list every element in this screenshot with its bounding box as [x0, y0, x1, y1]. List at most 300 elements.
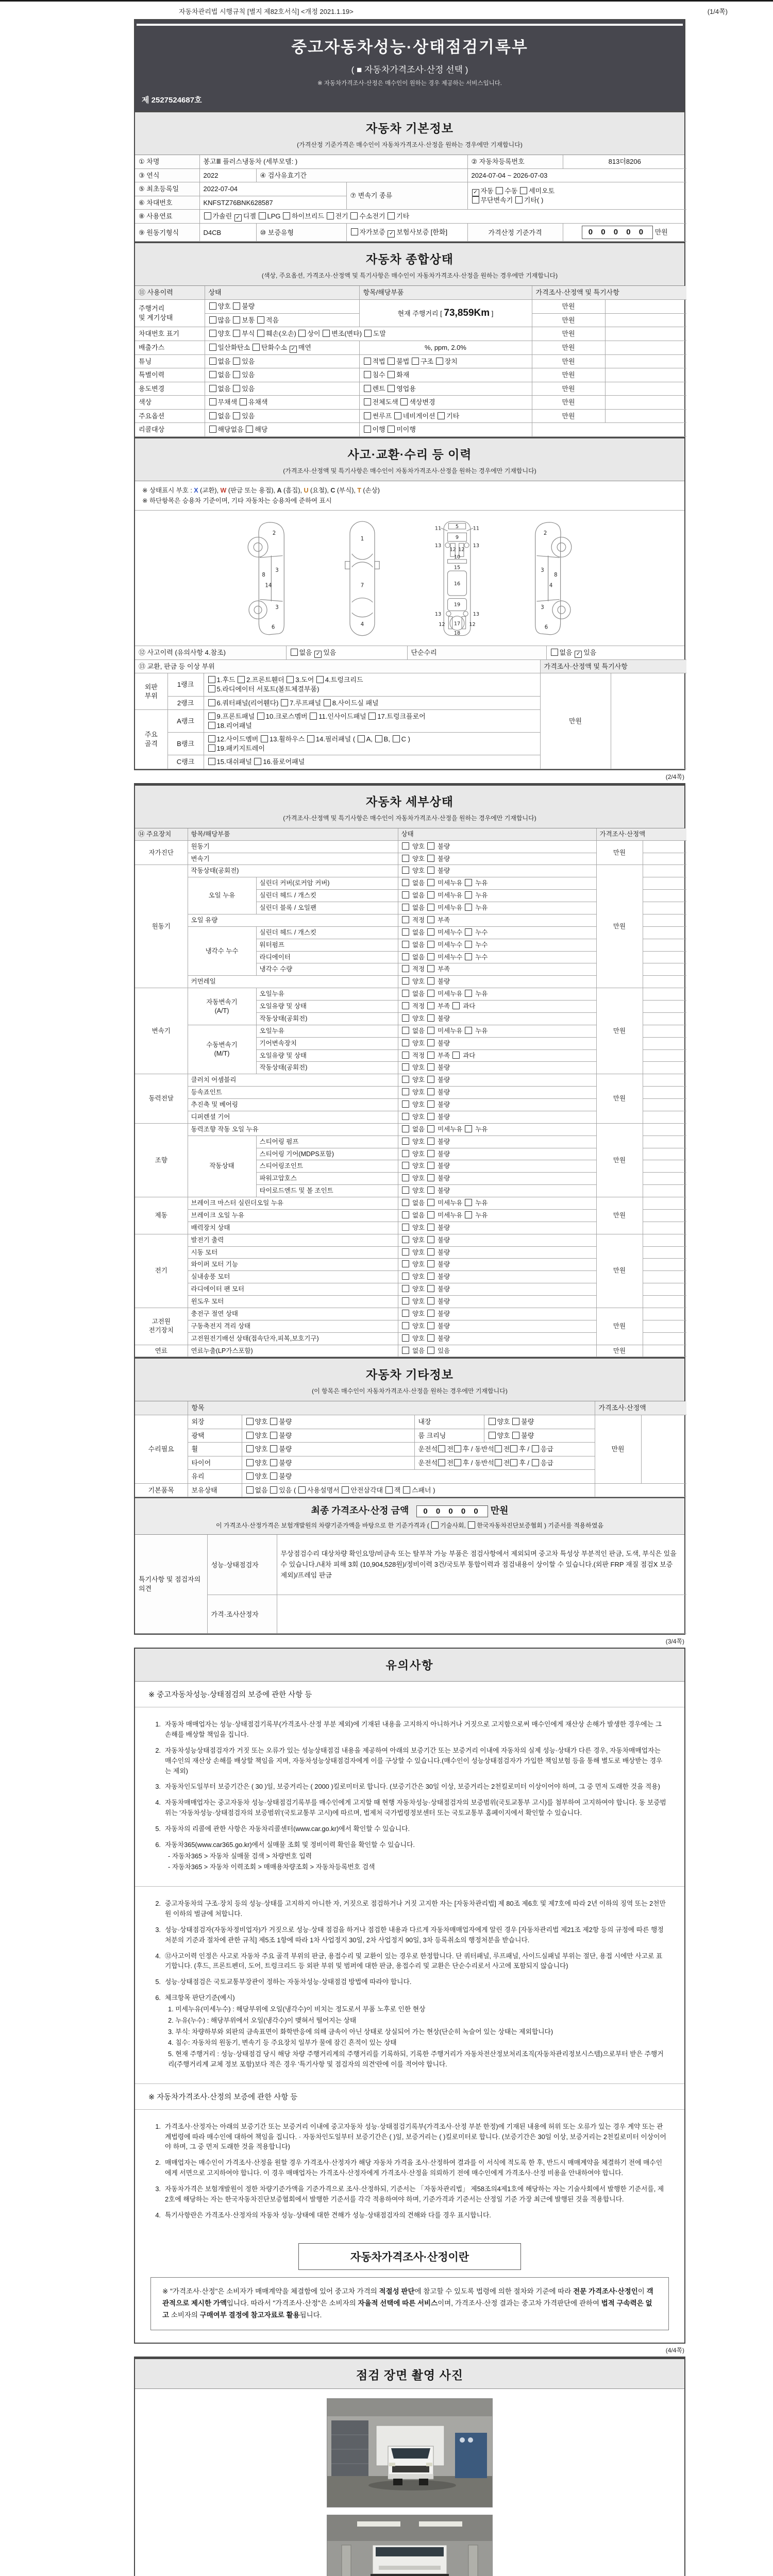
- checkbox-unchecked: [402, 1100, 409, 1108]
- col-item-part: 항목/해당부품: [188, 828, 398, 840]
- glass-state: 양호 불량: [242, 1470, 595, 1484]
- table-row: [135, 660, 686, 673]
- document-subtitle: ( ■ 자동차가격조사·산정 선택 ): [351, 65, 468, 75]
- checkbox-unchecked: [427, 1088, 434, 1095]
- svg-text:13: 13: [434, 611, 442, 617]
- detail-row: [135, 1308, 686, 1320]
- label-vin: ⑥ 차대번호: [135, 196, 199, 210]
- device-name: 전기: [135, 1234, 188, 1308]
- label-year: ③ 연식: [135, 168, 199, 182]
- remark-cell: [643, 1209, 686, 1222]
- part-item: 라디에이터: [256, 951, 398, 963]
- part-state: 양호 불량: [398, 1259, 596, 1271]
- checkbox-unchecked: [532, 1459, 539, 1466]
- part-state: 없음 미세누유 누유: [398, 1209, 596, 1222]
- part-item: 브레이크 마스터 실린더오일 누유: [188, 1197, 398, 1210]
- checkbox-unchecked: [209, 371, 216, 378]
- part-item: 클러치 어셈블리: [188, 1074, 398, 1087]
- final-price-label: 최종 가격조사·산정 금액: [311, 1505, 409, 1516]
- checkbox-unchecked: [402, 1273, 409, 1280]
- checkbox-unchecked: [427, 928, 434, 936]
- part-item: 오일유량 및 상태: [256, 1001, 398, 1013]
- notice-text: 자동차365(www.car365.go.kr)에서 실매물 조회 및 정비이력 확인을 확인할 수 있습니다. - 자동차365 > 자동차 실매물 검색 > 차량번호 입력 - 자동차365 > 자동차 이력조회 > 매매용차량조회 > 자동차등록번호 검색: [165, 1840, 667, 1872]
- checkbox-unchecked: [209, 316, 216, 324]
- value-first-reg: 2022-07-04: [199, 182, 346, 196]
- checkbox-unchecked: [427, 1174, 434, 1181]
- pricing-definition-box: [150, 2243, 669, 2330]
- checkbox-unchecked: [209, 344, 216, 351]
- emission-values: %, ppm, 2.0%: [359, 341, 532, 354]
- checkbox-unchecked: [246, 1459, 254, 1466]
- checkbox-unchecked: [402, 965, 409, 972]
- accident-title: 사고·교환·수리 등 이력: [347, 447, 472, 461]
- col-blank: [135, 1401, 188, 1415]
- pricing-definition-segment: ※ "가격조사·산정"은 소비자가 매매계약을 체결함에 있어 중고차 가격의: [162, 2287, 379, 2296]
- remark-cell: [643, 988, 686, 1001]
- remark-cell: [605, 327, 686, 341]
- part-state: 양호 불량: [398, 1087, 596, 1099]
- detail-row: [135, 988, 686, 1001]
- page2-box: [134, 783, 685, 1635]
- remark-cell: [605, 313, 686, 327]
- part-state: 적정 부족 과다: [398, 1049, 596, 1062]
- device-name: 연료: [135, 1345, 188, 1357]
- part-item: 커먼레일: [188, 976, 398, 988]
- checkbox-unchecked: [402, 1113, 409, 1120]
- color-detail: 전체도색 색상변경: [359, 396, 532, 410]
- pricing-definition-segment: 구매여부 결정에 참고자료로 활용: [199, 2311, 300, 2319]
- checkbox-unchecked: [465, 891, 472, 899]
- checkbox-unchecked: [402, 1347, 409, 1354]
- checkbox-unchecked: [342, 1486, 349, 1494]
- checkbox-unchecked: [208, 713, 215, 720]
- detail-table: [135, 828, 686, 1358]
- svg-text:1: 1: [360, 536, 364, 542]
- remark-cell: [605, 382, 686, 396]
- checkbox-unchecked: [427, 1138, 434, 1145]
- part-item: 기어변속장치: [256, 1037, 398, 1049]
- price-cell: 만원: [596, 1345, 643, 1357]
- group-repair-needed: 수리필요: [135, 1415, 188, 1484]
- label-accident-history: ⑫ 사고이력 (유의사항 4.참조): [135, 646, 286, 660]
- part-item: 구동축전지 격리 상태: [188, 1320, 398, 1332]
- table-row: [135, 409, 686, 423]
- part-item: 오일유량 및 상태: [256, 1049, 398, 1062]
- part-item: 실린더 헤드 / 개스킷: [256, 890, 398, 902]
- page-number-1: (1/4쪽): [707, 8, 728, 15]
- part-state: 양호 불량: [398, 1296, 596, 1308]
- table-row: [135, 168, 686, 182]
- checkbox-unchecked: [388, 212, 395, 219]
- part-state: 양호 불량: [398, 1012, 596, 1025]
- part-state: 없음 미세누유 누유: [398, 988, 596, 1001]
- table-row: [135, 224, 686, 242]
- part-state: 양호 불량: [398, 1332, 596, 1345]
- detail-head-row: [135, 828, 686, 840]
- label-car-name: ① 차명: [135, 155, 199, 168]
- other-info-header: [135, 1357, 684, 1401]
- notice-item: [150, 1798, 667, 1818]
- page-number-3: (3/4쪽): [665, 1638, 684, 1646]
- checkbox-unchecked: [233, 330, 240, 337]
- car-diagram-underbody: [426, 516, 488, 639]
- legend-segment: T: [357, 486, 361, 494]
- checkbox-unchecked: [246, 1432, 254, 1439]
- checkbox-unchecked: [364, 358, 371, 365]
- checkbox-unchecked: [532, 1445, 539, 1452]
- usage-change-state: 없음 있음: [205, 382, 359, 396]
- checkbox-unchecked: [465, 928, 472, 936]
- remark-cell: [643, 1332, 686, 1345]
- part-state: 양호 불량: [398, 1283, 596, 1296]
- notice-text: 자동차의 리콜에 관한 사항은 자동차리콜센터(www.car.go.kr)에서 확인할 수 있습니다.: [165, 1824, 410, 1833]
- inspector-opinion-row: [135, 1535, 686, 1595]
- checkbox-unchecked: [316, 676, 324, 683]
- checkbox-unchecked: [298, 1486, 306, 1494]
- remark-cell: [643, 963, 686, 976]
- options-detail: 썬루프 네비게이션 기타: [359, 409, 532, 423]
- table-row: [135, 382, 686, 396]
- checkbox-unchecked: [427, 879, 434, 886]
- checkbox-unchecked: [350, 212, 358, 219]
- notice-item: [150, 1745, 667, 1776]
- checkbox-unchecked: [402, 1088, 409, 1095]
- price-cell: 만원: [540, 673, 611, 769]
- checkbox-unchecked: [246, 1472, 254, 1480]
- checkbox-unchecked: [393, 735, 400, 742]
- notice-item: [150, 1824, 667, 1834]
- other-info-table: [135, 1401, 686, 1497]
- mileage-state: 양호 불량: [205, 299, 359, 313]
- checkbox-unchecked: [400, 398, 408, 405]
- checkbox-unchecked: [402, 1162, 409, 1169]
- checkbox-unchecked: [233, 316, 240, 324]
- remark-cell: [532, 423, 686, 437]
- wheel-detail: 운전석 전 후 / 동반석 전 후 / 응급: [414, 1443, 595, 1456]
- checkbox-unchecked: [246, 1486, 254, 1494]
- document-note: ※ 자동차가격조사·산정은 매수인이 원하는 경우 제공하는 서비스입니다.: [317, 80, 502, 87]
- label-warranty-type: ⑩ 보증유형: [256, 224, 346, 242]
- final-price-unit: 만원: [490, 1505, 509, 1516]
- row-emission: 배출가스: [135, 341, 205, 354]
- part-group: 자동변속기 (A/T): [188, 988, 256, 1025]
- part-state: 양호 불량: [398, 1185, 596, 1197]
- checkbox-unchecked: [427, 1334, 434, 1342]
- part-state: 양호 불량: [398, 1099, 596, 1111]
- part-state: 없음 미세누유 누유: [398, 877, 596, 890]
- checkbox-unchecked: [402, 855, 409, 862]
- value-year: 2022: [199, 168, 256, 182]
- checkbox-unchecked: [402, 1039, 409, 1046]
- checkbox-unchecked: [270, 1472, 277, 1480]
- checkbox-unchecked: [510, 1459, 517, 1466]
- checkbox-unchecked: [364, 412, 371, 419]
- part-state: 양호 불량: [398, 1222, 596, 1234]
- svg-text:4: 4: [360, 622, 364, 628]
- table-row: [135, 299, 686, 313]
- checkbox-unchecked: [427, 977, 434, 985]
- emission-state: 일산화탄소 탄화수소 ✓ 매연: [205, 341, 359, 354]
- table-row: [135, 1483, 686, 1497]
- notice-subline: 5. 현재 주행거리 : 성능·상태점검 당시 해당 차량 주행거리계의 주행거리를 기록하되, 기록한 주행거리가 자동차전산정보처리조직(자동차관리정보시스템)으로부터 받은 주행거리(주행거리계 교체 정보 포함)보다 적은 경우 '특기사항 및 점검자의 의견'란에 이를 적어야 합니다.: [168, 2050, 664, 2068]
- checkbox-unchecked: [233, 302, 240, 310]
- checkbox-unchecked: [427, 1273, 434, 1280]
- row-vin-marking: 차대번호 표기: [135, 327, 205, 341]
- checkbox-unchecked: [253, 344, 260, 351]
- checkbox-unchecked: [204, 212, 211, 219]
- checkbox-unchecked: [364, 398, 371, 405]
- comprehensive-title: 자동차 종합상태: [366, 252, 453, 266]
- checkbox-unchecked: [385, 1486, 393, 1494]
- checkbox-unchecked: [208, 699, 215, 706]
- part-state: 없음 미세누유 누유: [398, 1123, 596, 1136]
- checkbox-unchecked: [402, 1014, 409, 1022]
- checkbox-unchecked: [270, 1445, 277, 1452]
- col-item: 항목: [188, 1401, 595, 1415]
- notice-text: 자동차성능상태점검자가 거짓 또는 오류가 있는 성능상태점검 내용을 제공하여 아래의 보증기간 또는 보증거리 이내에 자동차의 실제 성능·상태가 다른 경우, 자동차매매업자는 매수인의 재산상 손해를 배상할 책임을 지며, 자동차성능상태점검자에게 이를 구상할 수 있습니다.(매수인이 성능상태점검자가 가입한 책임보험 등을 통해 별도로 배상받는 경우는 제외): [165, 1746, 663, 1775]
- simple-repair-state: 없음 ✓ 있음: [546, 646, 686, 660]
- checkbox-unchecked: [402, 1125, 409, 1132]
- accident-legend: [135, 481, 684, 511]
- remark-cell: [605, 354, 686, 368]
- remark-cell: [643, 877, 686, 890]
- remark-cell: [643, 1222, 686, 1234]
- item-polish: 광택: [188, 1429, 242, 1443]
- notice-text: 자동차매매업자는 중고자동차 성능·상태점검기록부를 매수인에게 고지할 때 현행 자동차성능·상태점검자의 보증범위(국토교통부 고시)를 첨부하여 고지하여야 합니다. 동 보증범위는 '자동차성능·상태점검자의 보증범위'(국토교통부 고시)에 따르며, 법제처 국가법령정보센터 또는 국토교통부 홈페이지에서 확인할 수 있습니다.: [165, 1799, 666, 1817]
- tire-state: 양호 불량: [242, 1456, 414, 1470]
- price-cell: 만원: [595, 1415, 641, 1484]
- col-state: 상태: [205, 286, 359, 299]
- checkbox-checked: ✓: [575, 651, 582, 658]
- table-row: [135, 368, 686, 382]
- price-cell: 만원: [596, 1308, 643, 1345]
- device-name: 제동: [135, 1197, 188, 1234]
- checkbox-unchecked: [551, 649, 558, 656]
- table-row: [135, 155, 686, 168]
- checkbox-unchecked: [454, 1459, 461, 1466]
- remark-cell: [643, 1320, 686, 1332]
- remark-cell: [643, 1197, 686, 1210]
- svg-text:12: 12: [449, 547, 456, 553]
- device-name: 동력전달: [135, 1074, 188, 1124]
- car-diagram-side-right: [521, 516, 583, 639]
- svg-text:8: 8: [262, 572, 265, 579]
- part-item: 원동기: [188, 840, 398, 853]
- checkbox-unchecked: [431, 1521, 439, 1529]
- notice-text: 성능·상태점검자(자동차정비업자)가 거짓으로 성능·상태 점검을 하거나 점검한 내용과 다르게 자동차매매업자에게 알린 경우 [자동차관리법 제21조 제2항 등의 규정에 따른 행정처분의 기준과 절차에 관한 규칙] 제5조 1항에 따라 1차 사업정지 30일, 2차 사업정지 90일, 3차 등록취소의 행정처분을 받습니다.: [165, 1925, 664, 1944]
- col-usage-history: ⑪ 사용이력: [135, 286, 205, 299]
- remark-cell: [643, 1099, 686, 1111]
- checkbox-unchecked: [510, 1445, 517, 1452]
- part-group: 수동변속기 (M/T): [188, 1025, 256, 1074]
- remark-cell: [643, 1087, 686, 1099]
- checkbox-unchecked: [364, 371, 371, 378]
- part-item: 파워고압호스: [256, 1173, 398, 1185]
- row-color: 색상: [135, 396, 205, 410]
- checkbox-unchecked: [427, 1100, 434, 1108]
- value-transmission: ✓ 자동 수동 세미오토 무단변속기 기타( ): [467, 182, 686, 210]
- notice-number: 5.: [155, 1824, 161, 1833]
- part-state: 양호 불량: [398, 976, 596, 988]
- checkbox-unchecked: [402, 1138, 409, 1145]
- item-tire: 타이어: [188, 1456, 242, 1470]
- checkbox-unchecked: [209, 330, 216, 337]
- notices-block3-items: [135, 2110, 684, 2234]
- notice-text: 자동차인도일부터 보증기간은 ( 30 )일, 보증거리는 ( 2000 )킬로미터로 합니다. (보증기간은 30일 이상, 보증거리는 2천킬로미터 이상이어야 하며, 그 중 먼저 도래한 것을 적용): [165, 1783, 660, 1791]
- page-number-2: (2/4쪽): [665, 773, 684, 781]
- notice-number: 3.: [155, 1783, 161, 1791]
- checkbox-unchecked: [427, 1162, 434, 1169]
- table-row: [135, 673, 686, 696]
- price-cell: 만원: [532, 409, 605, 423]
- checkbox-unchecked: [427, 842, 434, 850]
- notice-item: [150, 1840, 667, 1872]
- checkbox-unchecked: [402, 1334, 409, 1342]
- tuning-state: 없음 있음: [205, 354, 359, 368]
- pricing-definition-body: [150, 2277, 669, 2330]
- rank-c-items: 15.대쉬패널 16.플로어패널: [204, 755, 540, 769]
- part-group: 냉각수 누수: [188, 926, 256, 976]
- row-usage-change: 용도변경: [135, 382, 205, 396]
- checkbox-unchecked: [208, 676, 215, 683]
- remark-cell: [643, 865, 686, 877]
- checkbox-unchecked: [402, 1236, 409, 1243]
- remark-cell: [643, 890, 686, 902]
- remark-cell: [643, 840, 686, 853]
- table-row: [135, 1415, 686, 1429]
- checkbox-unchecked: [427, 904, 434, 911]
- exterior-state: 양호 불량: [242, 1415, 414, 1429]
- notice-text: 특기사항란은 가격조사·산정자의 자동차 성능·상태에 대한 견해가 성능·상태점검자의 견해와 다를 경우 표시합니다.: [165, 2211, 491, 2219]
- inspector-label: 성능·상태점검자: [207, 1535, 277, 1595]
- part-item: 충전구 절연 상태: [188, 1308, 398, 1320]
- checkbox-unchecked: [402, 1002, 409, 1009]
- checkbox-unchecked: [438, 412, 445, 419]
- checkbox-unchecked: [452, 1002, 460, 1009]
- value-inspection-period: 2024-07-04 ~ 2026-07-03: [467, 168, 686, 182]
- inspection-photo-front: [327, 2398, 493, 2507]
- checkbox-unchecked: [208, 744, 215, 752]
- value-reg-no: 813더8206: [563, 155, 686, 168]
- svg-text:13: 13: [434, 543, 442, 549]
- notice-text: 체크항목 판단기준(예시) 1. 미세누유(미세누수) : 해당부위에 오일(냉각수)이 비치는 정도로서 부품 노후로 인한 현상 2. 누유(누수) : 해당부위에서 오일(냉각수)이 맺혀서 떨어지는 상태 3. 부식: 차량하부와 외판의 금속표면이 화학반응에 의해 금속이 아닌 상태로 상실되어 가는 현상(단순히 녹슬어 있는 상태는 제외합니다) 4. 침수: 자동차의 원동기, 변속기 등 주요장치 일부가 물에 잠긴 흔적이 있는 상태 5. 현재 주행거리 : 성능·상태점검 당시 해당 차량 주행거리계의 주행거리를 기록하되, 기록한 주행거리가 자동차전산정보처리조직(자동차관리정보시스템)으로부터 받은 주행거리(주행거리계 교체 정보 포함)보다 적은 경우 '특기사항 및 점검자의 의견'란에 이를 적어야 합니다.: [165, 1993, 667, 2070]
- checkbox-unchecked: [402, 904, 409, 911]
- svg-text:7: 7: [360, 583, 364, 589]
- part-item: 등속죠인트: [188, 1087, 398, 1099]
- checkbox-unchecked: [495, 1459, 502, 1466]
- remark-cell: [605, 396, 686, 410]
- checkbox-unchecked: [270, 1459, 277, 1466]
- legend-segment: W: [220, 486, 227, 494]
- notices-block2-items: [135, 1886, 684, 2083]
- part-item: 스티어링 기어(MDPS포함): [256, 1148, 398, 1160]
- part-state: 없음 미세누유 누유: [398, 1197, 596, 1210]
- checkbox-unchecked: [209, 398, 216, 405]
- tuning-detail: 적법 불법 구조 장치: [359, 354, 532, 368]
- checkbox-unchecked: [402, 1027, 409, 1034]
- remark-cell: [643, 926, 686, 939]
- part-item: 윈도우 모터: [188, 1296, 398, 1308]
- part-state: 양호 불량: [398, 1271, 596, 1283]
- notice-item: [150, 2184, 667, 2205]
- part-item: 추진축 및 베어링: [188, 1099, 398, 1111]
- final-price-digits: 0 0 0 0 0: [416, 1505, 488, 1517]
- checkbox-unchecked: [472, 196, 479, 204]
- remark-cell: [605, 368, 686, 382]
- remark-cell: [643, 1037, 686, 1049]
- part-state: 적정 부족: [398, 963, 596, 976]
- rank-2: 2랭크: [167, 696, 204, 710]
- checkbox-unchecked: [427, 1211, 434, 1218]
- checkbox-unchecked: [310, 713, 317, 720]
- checkbox-unchecked: [388, 371, 395, 378]
- device-name: 자가진단: [135, 840, 188, 865]
- page-number-4: (4/4쪽): [665, 2347, 684, 2354]
- appraiser-opinion-row: [135, 1595, 686, 1634]
- basic-info-subtitle: (가격산정 기준가격은 매수인이 자동차가격조사·산정을 원하는 경우에만 기재합니다): [297, 141, 523, 148]
- legend-segment: (판금 또는 용접),: [226, 486, 277, 494]
- checkbox-unchecked: [208, 735, 215, 742]
- value-base-price: 0 0 0 0 0 만원: [563, 224, 686, 242]
- page-meta: [0, 2, 773, 19]
- detail-row: [135, 1197, 686, 1210]
- svg-text:12: 12: [439, 622, 445, 628]
- inspector-text: 무상점검수리 대상차량 확인요망/비금속 또는 탈부착 가능 부품은 점검사항에서 제외되며 중고차 특성상 부분적인 판금, 도색, 부식은 있을 수 있습니다./내차 피해 3회 (10,904,528원)/정비이력 3건/국토부 통합이력과 점검내용이 상이할 수 있습니다.(외판 FRP 재질 점검X 보증 제외)/프레임 판금: [277, 1535, 686, 1595]
- device-name: 조향: [135, 1123, 188, 1197]
- price-cell: 만원: [596, 988, 643, 1074]
- value-vin: KNFSTZ76BNK628587: [199, 196, 346, 210]
- checkbox-unchecked: [515, 196, 523, 204]
- svg-text:18: 18: [453, 630, 461, 636]
- checkbox-unchecked: [436, 358, 443, 365]
- price-cell: 만원: [596, 840, 643, 865]
- checkbox-unchecked: [427, 1027, 434, 1034]
- notice-number: 3.: [155, 1925, 161, 1934]
- pricing-definition-segment: 자율적 선택에 따른 서비스: [358, 2299, 438, 2308]
- notice-number: 2.: [155, 1746, 161, 1754]
- checkbox-unchecked: [438, 1445, 445, 1452]
- checkbox-unchecked: [254, 758, 261, 765]
- svg-text:4: 4: [549, 583, 553, 589]
- checkbox-unchecked: [209, 302, 216, 310]
- final-price-line: [138, 1503, 681, 1517]
- label-first-reg: ⑤ 최초등록일: [135, 182, 199, 196]
- document-number: 제 2527524687호: [142, 96, 202, 105]
- opinions-label: 특기사항 및 점검자의 의견: [135, 1535, 207, 1634]
- notice-item: [150, 1782, 667, 1792]
- price-cell: 만원: [532, 327, 605, 341]
- pricing-definition-segment: 이: [637, 2287, 647, 2296]
- detail-header: [135, 784, 684, 828]
- notice-subline: 2. 누유(누수) : 해당부위에서 오일(냉각수)이 맺혀서 떨어지는 상태: [168, 2016, 357, 2024]
- price-cell: 만원: [596, 1074, 643, 1124]
- accident-history-table: [135, 646, 686, 660]
- checkbox-checked: ✓: [314, 651, 322, 658]
- item-room-cleaning: 룸 크리닝: [414, 1429, 484, 1443]
- legend-segment: (교환),: [198, 486, 221, 494]
- remark-cell: [643, 1049, 686, 1062]
- pricing-definition-title: 자동차가격조사·산정이란: [298, 2243, 521, 2270]
- part-state: 없음 미세누유 누유: [398, 902, 596, 914]
- part-group: 오일 누유: [188, 877, 256, 914]
- rank-a-items: 9.프론트패널 10.크로스멤버 11.인사이드패널 17.트렁크플로어 18.리어패널: [204, 710, 540, 733]
- checkbox-unchecked: [375, 735, 382, 742]
- checkbox-unchecked: [238, 676, 245, 683]
- value-car-name: 봉고Ⅲ 플러스냉동차 (세부모델: ): [199, 155, 467, 168]
- checkbox-unchecked: [402, 1297, 409, 1304]
- part-item: 고전원전기배선 상태(접속단자,피복,보호기구): [188, 1332, 398, 1345]
- checkbox-unchecked: [233, 358, 240, 365]
